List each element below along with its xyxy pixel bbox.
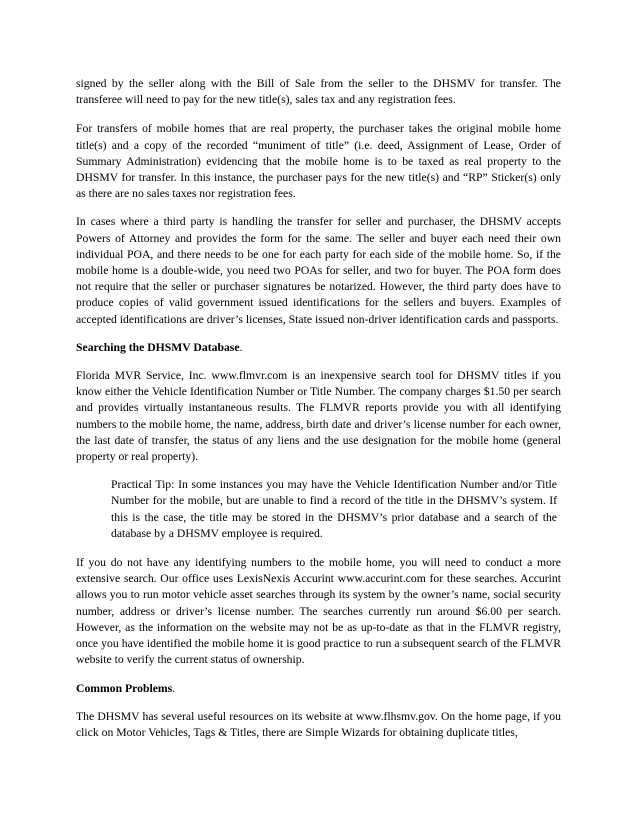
section-heading-common-problems-period: . (172, 681, 176, 695)
section-heading-searching-text: Searching the DHSMV Database (76, 340, 240, 354)
section-heading-searching (76, 340, 561, 356)
paragraph-third-party-poa: In cases where a third party is handling the transfer for seller and purchaser, the DHSMV accepts Powers of Attorney and provides the form for the same. The seller and buyer each need their own individual POA, and there needs to be one for each party for each side of the mobile home. So, if the mobile home is a double-wide, you need two POAs for seller, and two for buyer. The POA form does not require that the seller or purchaser signatures be notarized. However, the third party does have to produce copies of valid government issued identifications for the sellers and buyers. Examples of accepted identifications are driver’s licenses, State issued non-driver identification cards and passports. (76, 215, 561, 326)
section-heading-common-problems-text: Common Problems (76, 681, 173, 695)
paragraph-dhsmv-resources: The DHSMV has several useful resources on its website at www.flhsmv.gov. On the home page, if you click on Motor Vehicles, Tags & Titles, there are Simple Wizards for obtaining duplicate titles, (76, 709, 561, 739)
paragraph-accurint-search: If you do not have any identifying numbers to the mobile home, you will need to conduct a more extensive search. Our office uses LexisNexis Accurint www.accurint.com for these searches. Accurint allows you to run motor vehicle asset searches through its system by the owner’s name, social security number, address or driver’s license number. The searches currently run around $6.00 per search. However, as the information on the website may not be as up-to-date as that in the FLMVR registry, once you have identified the mobile home it is good practice to run a subsequent search of the FLMVR website to verify the current status of ownership. (76, 556, 561, 667)
paragraph-flmvr-service: Florida MVR Service, Inc. www.flmvr.com is an inexpensive search tool for DHSMV titles if you know either the Vehicle Identification Number or Title Number. The company charges $1.50 per search and provides virtually instantaneous results. The FLMVR reports provide you with all identifying numbers to the mobile home, the name, address, birth date and driver’s license number for each owner, the last date of transfer, the status of any liens and the use designation for the mobile home (general property or real property). (76, 369, 561, 464)
paragraph-bill-of-sale: signed by the seller along with the Bill of Sale from the seller to the DHSMV for transfer. The transferee will need to pay for the new title(s), sales tax and any registration fees. (76, 77, 561, 107)
paragraph-real-property-transfer: For transfers of mobile homes that are real property, the purchaser takes the original mobile home title(s) and a copy of the recorded “muniment of title” (i.e. deed, Assignment of Lease, Order of Summary Administration) evidencing that the mobile home is to be taxed as real property to the DHSMV for transfer. In this instance, the purchaser pays for the new title(s) and “RP” Sticker(s) only as there are no sales taxes nor registration fees. (76, 122, 561, 201)
section-heading-common-problems (76, 681, 561, 697)
section-heading-searching-period: . (239, 340, 243, 354)
document-page (76, 76, 561, 753)
practical-tip-block: Practical Tip: In some instances you may have the Vehicle Identification Number and/or Title Number for the mobile, but are unable to find a record of the title in the DHSMV’s system. If this is the case, the title may be stored in the DHSMV’s prior database and a search of the database by a DHSMV employee is required. (111, 478, 557, 540)
